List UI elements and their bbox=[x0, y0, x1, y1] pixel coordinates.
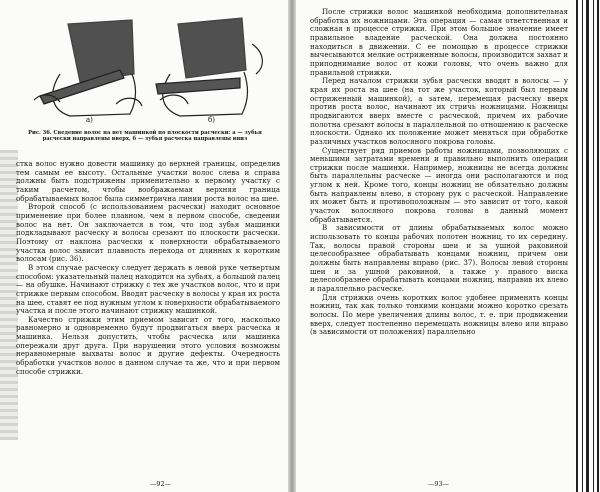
paragraph: После стрижки волос машинкой необходима дополнительная обработка их ножницами. Эта операция — самая ответственная и сложная в процессе стрижки. При этом большое значение имеет правильное владение расческой. Она должна постоянно находиться в движении. С ее помощью в процессе стрижки вычесываются мелкие остриженные волосы, производится захват и приподнимание волос от кожи головы, что очень важно для правильной стрижки. bbox=[310, 7, 568, 77]
paragraph: Для стрижки очень коротких волос удобнее применять концы ножниц, так как только тонкими концами можно коротко срезать волосы. По мере увеличения длины волос, т. е. при продвижении вверх, следует постепенно перемещать ножницы влево или вправо (в зависимости от положения) параллельно bbox=[310, 292, 568, 337]
book-gutter bbox=[288, 0, 296, 492]
figure-caption: Рис. 36. Сведение волос на нет машинкой по плоскости расчески: а — зубья расчески направлены вверх, б — зубья расческа направлены вниз bbox=[28, 130, 262, 143]
left-body-text bbox=[16, 160, 280, 376]
figure-36 bbox=[20, 4, 276, 124]
paragraph: Существует ряд приемов работы ножницами, позволяющих с меньшими затратами времени и правильно выполнить операции стрижки после машинки. Например, ножницы не всегда должны быть параллельны расческе — иногда они располагаются и под углом к ней. Кроме того, концы ножниц не обязательно должны быть направлены влево, в сторону рук с расческой. Направление их может быть и противоположным — это зависит от того, какой участок волосяного покрова головы в данный момент обрабатывается. bbox=[310, 145, 568, 224]
paragraph: В этом случае расческу следует держать в левой руке четвертым способом: указательный палец находится на зубьях, а большой палец — на обушке. Начинают стрижку с тех же участков волос, что и при стрижке первым способом. Вводят расческу в волосы у края их роста на шее, ставят ее под нужным углом к поверхности обрабатываемого участка и после этого начинают стрижку машинкой. bbox=[16, 262, 280, 316]
right-page bbox=[296, 0, 574, 492]
label-a: а) bbox=[86, 116, 93, 124]
illustration-a bbox=[34, 20, 142, 124]
paragraph: В зависимости от длины обрабатываемых волос можно использовать то концы рабочих полотен ножниц, то их середину. Так, волосы правой стороны шеи и за ушной раковиной целесообразнее обрабатывать концами ножниц, причем они должны быть направлены вправо (рис. 37). Волосы левой стороны шеи и за ушной раковиной, а также у правого виска целесообразнее обрабатывать концами ножниц, направив их влево и параллельно расческе. bbox=[310, 223, 568, 293]
right-body-text bbox=[310, 8, 568, 337]
paragraph: Перед началом стрижки зубья расчески вводят в волосы — у края их роста на шее (на тот же участок, который был первым остриженный машинкой), а затем, перемещая расческу вверх против роста волос, начинают их стричь ножницами. Ножницы продвигаются вверх вместе с расческой, причем их рабочие полотна срезают волосы в параллельной по отношению к расческе плоскости. Однако их положение может меняться при обработке различных участков волосяного покрова головы. bbox=[310, 76, 568, 146]
book-page-edges bbox=[574, 0, 600, 492]
paragraph: стка волос нужно довести машинку до верхней границы, определив тем самым ее высоту. Остальные участки волос слева и справа должны быть подстрижены применительно к первому участку с таким расчетом, чтобы воображаемая верхняя граница обрабатываемых волос была симметрична линии роста волос на шее. bbox=[16, 159, 280, 203]
page-number: —93— bbox=[428, 480, 449, 488]
paragraph: Второй способ (с использованием расчески) находит основное применение при более плавном, чем в первом способе, сведении волос на нет. Он заключается в том, что под зубья машинки подкладывают расческу и волосы срезают по плоскости расчески. Поэтому от наклона расчески к поверхности обрабатываемого участка волос зависит плавность перехода от длинных к коротким волосам (рис. 36). bbox=[16, 202, 280, 264]
left-page bbox=[0, 0, 288, 492]
illustration-b bbox=[156, 18, 262, 124]
label-b: б) bbox=[208, 116, 215, 124]
page-number: —92— bbox=[150, 480, 171, 488]
paragraph: Качество стрижки этим приемом зависит от того, насколько равномерно и одновременно будут продвигаться вверх расческа и машинка. Нельзя допустить, чтобы расческа или машинка опережали друг друга. При нарушении этого условия возможны неравномерные выхваты волос и другие дефекты. Очередность обработки участков волос в данном случае та же, что и при первом способе стрижки. bbox=[16, 314, 280, 376]
